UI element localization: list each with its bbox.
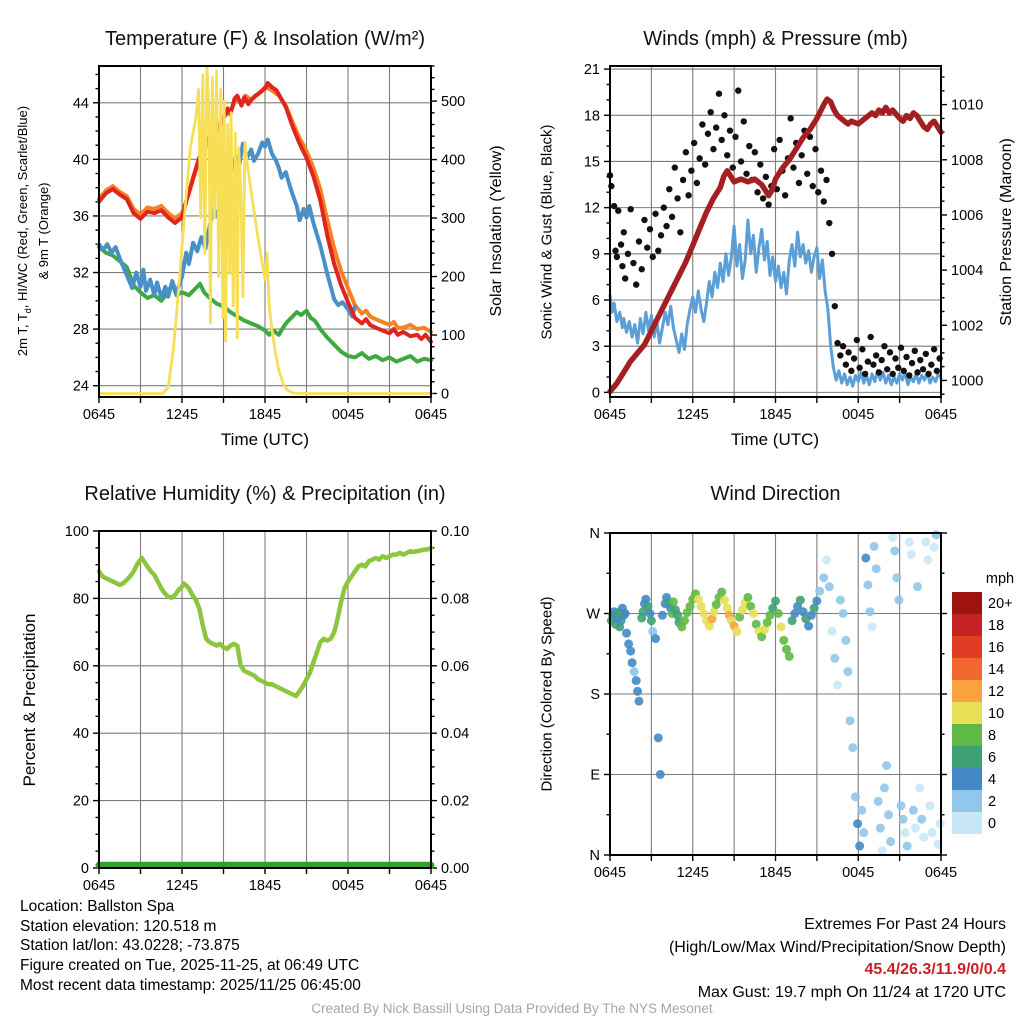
svg-text:20+: 20+ xyxy=(988,596,1013,612)
svg-text:18: 18 xyxy=(988,618,1005,634)
svg-text:0045: 0045 xyxy=(331,407,365,423)
svg-text:12: 12 xyxy=(583,200,600,217)
svg-text:400: 400 xyxy=(441,152,466,169)
svg-text:1245: 1245 xyxy=(165,878,199,894)
svg-text:0645: 0645 xyxy=(82,878,116,894)
wind-direction-gridlines xyxy=(610,533,941,855)
svg-text:0645: 0645 xyxy=(593,865,627,881)
svg-text:14: 14 xyxy=(988,662,1005,678)
temperature-insolation-gridlines xyxy=(99,66,431,397)
svg-text:0045: 0045 xyxy=(842,407,875,423)
svg-text:18: 18 xyxy=(583,108,600,125)
svg-text:0: 0 xyxy=(441,386,450,403)
credit-line: Created By Nick Bassill Using Data Provided By The NYS Mesonet xyxy=(311,1001,713,1016)
svg-text:E: E xyxy=(590,767,600,784)
svg-text:300: 300 xyxy=(441,211,466,228)
wind-direction-plot xyxy=(586,526,1014,881)
svg-text:1010: 1010 xyxy=(951,97,984,114)
svg-text:24: 24 xyxy=(72,378,89,395)
svg-text:0645: 0645 xyxy=(924,865,958,881)
svg-text:500: 500 xyxy=(441,94,466,111)
extremes-title: Extremes For Past 24 Hours xyxy=(804,916,1006,933)
svg-text:28: 28 xyxy=(72,322,89,339)
sonic-wind-y-axis-label: Sonic Wind & Gust (Blue, Black) xyxy=(538,124,556,340)
temperature-x-axis-label: Time (UTC) xyxy=(220,430,310,449)
svg-text:100: 100 xyxy=(441,328,466,345)
svg-text:36: 36 xyxy=(72,208,89,225)
svg-text:44: 44 xyxy=(72,95,89,112)
svg-text:1006: 1006 xyxy=(951,207,984,224)
figure-created: Figure created on Tue, 2025-11-25, at 06:49 UTC xyxy=(20,957,360,975)
station-elevation: Station elevation: 120.518 m xyxy=(20,917,217,935)
extremes-block xyxy=(669,914,1006,1005)
extremes-subtitle: (High/Low/Max Wind/Precipitation/Snow Depth) xyxy=(668,938,1006,956)
svg-text:mph: mph xyxy=(985,571,1015,587)
extremes-values: 45.4/26.3/11.9/0/0.4 xyxy=(864,961,1006,979)
svg-text:N: N xyxy=(589,848,600,864)
svg-text:100: 100 xyxy=(64,524,89,540)
winds-pressure-plot xyxy=(584,62,983,423)
svg-text:1245: 1245 xyxy=(676,407,709,423)
svg-text:16: 16 xyxy=(988,640,1005,656)
svg-text:9: 9 xyxy=(591,246,600,263)
svg-text:60: 60 xyxy=(72,658,89,675)
svg-text:32: 32 xyxy=(72,265,89,282)
svg-text:20: 20 xyxy=(72,793,89,810)
svg-text:1245: 1245 xyxy=(676,865,709,881)
svg-text:15: 15 xyxy=(583,154,600,171)
svg-text:8: 8 xyxy=(988,728,997,744)
station-info xyxy=(20,897,361,996)
svg-text:3: 3 xyxy=(591,339,600,356)
svg-text:0645: 0645 xyxy=(82,407,116,423)
svg-text:0045: 0045 xyxy=(842,865,875,881)
temperature-insolation-plot xyxy=(73,66,465,423)
svg-text:40: 40 xyxy=(72,726,89,743)
winds-chart-title: Winds (mph) & Pressure (mb) xyxy=(643,28,908,50)
pressure-y-axis-label: Station Pressure (Maroon) xyxy=(998,138,1015,326)
svg-text:6: 6 xyxy=(591,293,600,310)
svg-text:0645: 0645 xyxy=(414,407,448,423)
temperature-chart-title: Temperature (F) & Insolation (W/m²) xyxy=(104,28,426,50)
svg-text:1008: 1008 xyxy=(951,152,984,169)
svg-text:40: 40 xyxy=(72,152,89,169)
humidity-precip-plot xyxy=(65,524,469,894)
max-gust: Max Gust: 19.7 mph On 11/24 at 1720 UTC xyxy=(697,984,1006,1002)
svg-text:1245: 1245 xyxy=(165,407,199,423)
svg-text:0.10: 0.10 xyxy=(441,524,470,540)
svg-text:0.04: 0.04 xyxy=(441,726,470,743)
temperature-y-axis-label: 2m T, $T_d$, HI/WC (Red, Green, Scarlet/Blue) & 9m T (Orange) xyxy=(15,105,51,357)
svg-text:0: 0 xyxy=(80,861,89,877)
svg-text:0645: 0645 xyxy=(414,878,448,894)
svg-text:12: 12 xyxy=(988,684,1005,700)
insolation-y-axis-label: Solar Insolation (Yellow) xyxy=(488,145,505,317)
svg-text:6: 6 xyxy=(988,750,997,766)
svg-text:80: 80 xyxy=(72,591,89,608)
winds-pressure-gridlines xyxy=(610,66,941,397)
svg-text:0.00: 0.00 xyxy=(441,861,470,877)
wind-speed-legend xyxy=(952,571,1014,834)
svg-text:0.02: 0.02 xyxy=(441,793,470,810)
svg-text:1845: 1845 xyxy=(759,407,792,423)
svg-text:W: W xyxy=(586,606,600,623)
humidity-chart-title: Relative Humidity (%) & Precipitation (in) xyxy=(84,483,446,505)
svg-text:0045: 0045 xyxy=(331,878,365,894)
humidity-precip-gridlines xyxy=(99,531,431,868)
svg-text:N: N xyxy=(589,526,600,542)
svg-text:1004: 1004 xyxy=(951,263,984,280)
station-location: Location: Ballston Spa xyxy=(20,898,175,915)
svg-text:S: S xyxy=(590,687,600,703)
svg-text:0: 0 xyxy=(591,385,600,402)
svg-text:0645: 0645 xyxy=(924,407,958,423)
svg-text:0.06: 0.06 xyxy=(441,658,470,675)
svg-text:1845: 1845 xyxy=(248,878,282,894)
winds-x-axis-label: Time (UTC) xyxy=(730,430,820,449)
station-latlon: Station lat/lon: 43.0228; -73.875 xyxy=(20,937,240,955)
svg-text:200: 200 xyxy=(441,269,466,286)
svg-text:10: 10 xyxy=(988,706,1005,722)
svg-text:1845: 1845 xyxy=(248,407,282,423)
svg-text:0645: 0645 xyxy=(593,407,627,423)
svg-text:1845: 1845 xyxy=(759,865,792,881)
svg-text:21: 21 xyxy=(583,62,600,79)
svg-text:0: 0 xyxy=(988,816,997,832)
wind-direction-y-axis-label: Direction (Colored By Speed) xyxy=(538,596,556,792)
svg-text:2: 2 xyxy=(988,794,997,810)
svg-text:0.08: 0.08 xyxy=(441,591,470,608)
svg-text:1000: 1000 xyxy=(951,373,984,390)
humidity-y-axis-label: Percent & Precipitation xyxy=(20,613,39,787)
wind-direction-chart-title: Wind Direction xyxy=(710,483,841,505)
recent-timestamp: Most recent data timestamp: 2025/11/25 06:45:00 xyxy=(20,976,361,994)
svg-text:1002: 1002 xyxy=(951,318,984,335)
svg-text:4: 4 xyxy=(988,772,997,788)
